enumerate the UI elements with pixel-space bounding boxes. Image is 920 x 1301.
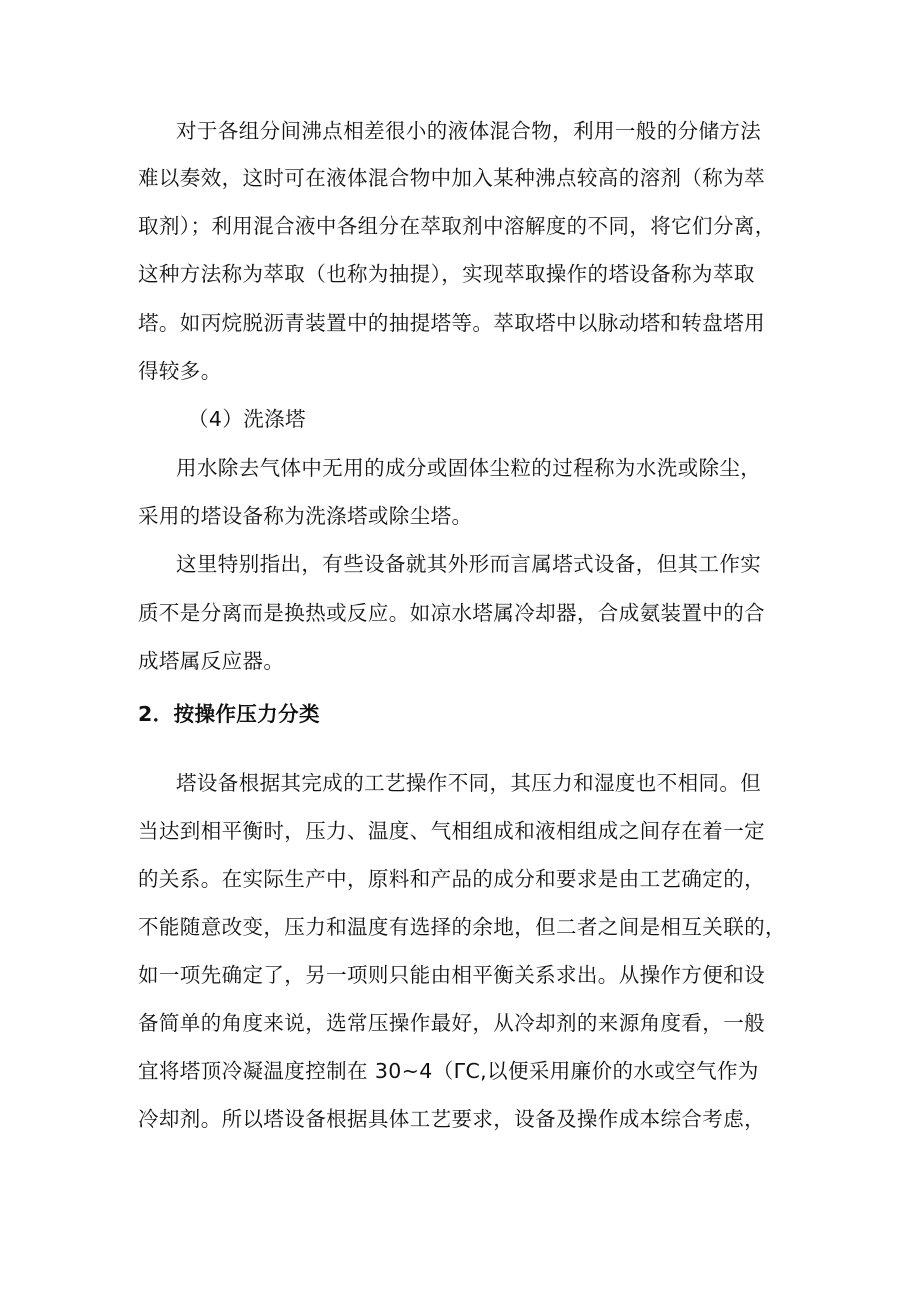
section-heading: 2．按操作压力分类 <box>138 702 320 726</box>
p2-line-1: 用水除去气体中无用的成分或固体尘粒的过程称为水洗或除尘， <box>176 456 762 480</box>
p4-line-2: 当达到相平衡时，压力、温度、气相组成和液相组成之间存在着一定 <box>138 819 765 843</box>
p3-line-2: 质不是分离而是换热或反应。如凉水塔属冷却器，合成氨装置中的合 <box>138 601 765 625</box>
p1-line-5: 塔。如丙烷脱沥青装置中的抽提塔等。萃取塔中以脉动塔和转盘塔用 <box>138 311 765 335</box>
p4-line-7: 宜将塔顶冷凝温度控制在 30~4（ΓC,以便采用廉价的水或空气作为 <box>138 1059 759 1083</box>
p3-line-1: 这里特别指出，有些设备就其外形而言属塔式设备，但其工作实 <box>176 552 762 576</box>
p4-line-1: 塔设备根据其完成的工艺操作不同，其压力和湿度也不相同。但 <box>176 771 762 795</box>
subheading-washing-tower: （4）洗涤塔 <box>188 407 306 431</box>
p1-line-4: 这种方法称为萃取（也称为抽提），实现萃取操作的塔设备称为萃取 <box>138 262 755 286</box>
p1-line-6: 得较多。 <box>138 359 222 383</box>
p4-line-6: 备简单的角度来说，选常压操作最好，从冷却剂的来源角度看，一般 <box>138 1011 765 1035</box>
p4-line-5: 如一项先确定了，另一项则只能由相平衡关系求出。从操作方便和设 <box>138 963 765 987</box>
p1-line-3: 取剂）；利用混合液中各组分在萃取剂中溶解度的不同，将它们分离， <box>138 214 776 238</box>
p2-line-2: 采用的塔设备称为洗涤塔或除尘塔。 <box>138 504 473 528</box>
p1-line-1: 对于各组分间沸点相差很小的液体混合物，利用一般的分储方法 <box>176 119 762 143</box>
p4-line-3: 的关系。在实际生产中，原料和产品的成分和要求是由工艺确定的， <box>138 867 765 891</box>
p1-line-2: 难以奏效，这时可在液体混合物中加入某种沸点较高的溶剂（称为萃 <box>138 166 765 190</box>
p4-line-8: 冷却剂。所以塔设备根据具体工艺要求，设备及操作成本综合考虑， <box>138 1107 765 1131</box>
p4-line-4: 不能随意改变，压力和温度有选择的余地，但二者之间是相互关联的， <box>138 915 786 939</box>
p3-line-3: 成塔属反应器。 <box>138 649 285 673</box>
